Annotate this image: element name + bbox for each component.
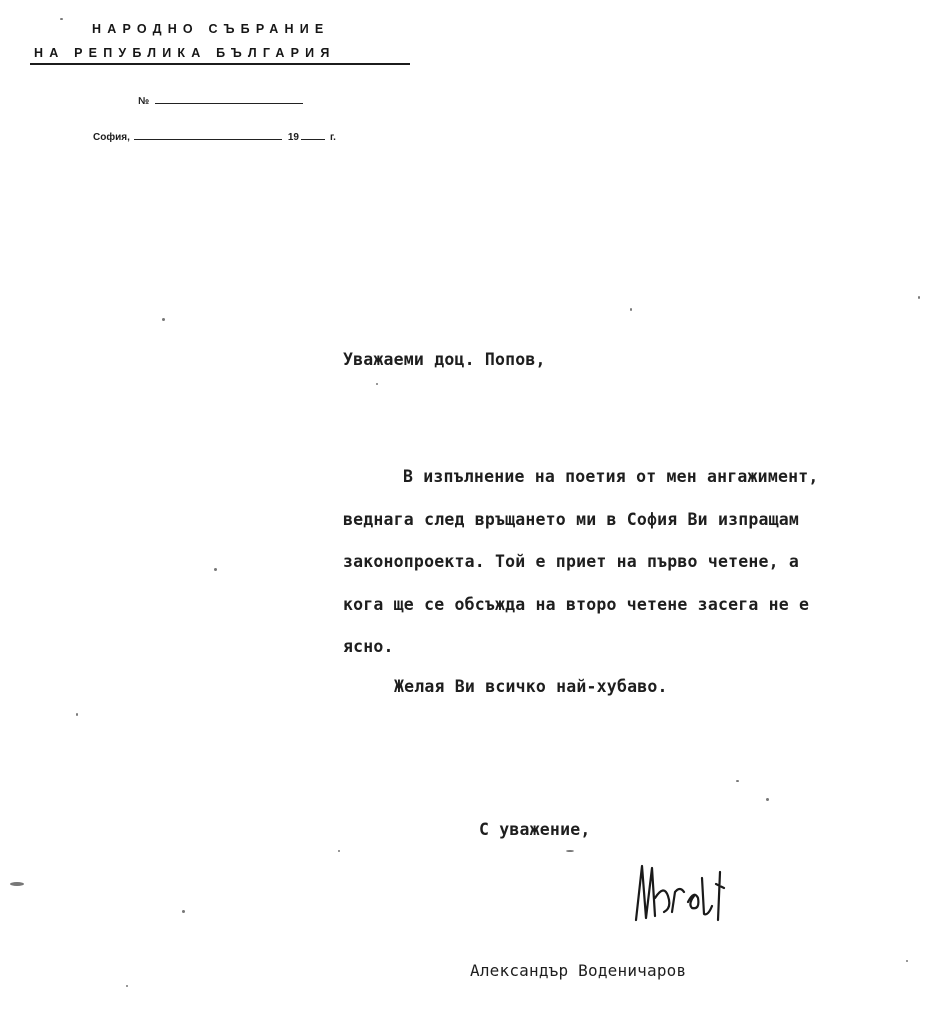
letterhead-country: НА РЕПУБЛИКА БЪЛГАРИЯ bbox=[34, 46, 336, 60]
year-suffix: г. bbox=[329, 132, 336, 143]
scan-speck bbox=[182, 910, 185, 913]
paragraph-1-line: законопроекта. Той е приет на първо четене, а bbox=[343, 552, 800, 571]
signer-name: Александър Воденичаров bbox=[470, 961, 687, 980]
number-blank bbox=[155, 103, 303, 104]
scan-speck bbox=[918, 296, 920, 299]
letterhead-date-field bbox=[93, 132, 336, 143]
closing: С уважение, bbox=[479, 820, 591, 839]
letterhead bbox=[30, 22, 420, 65]
date-blank bbox=[134, 139, 282, 140]
salutation: Уважаеми доц. Попов, bbox=[343, 350, 546, 369]
handwritten-signature bbox=[628, 858, 748, 928]
letterhead-rule bbox=[30, 63, 410, 65]
paragraph-2: Желая Ви всичко най-хубаво. bbox=[394, 677, 668, 696]
letterhead-institution: НАРОДНО СЪБРАНИЕ bbox=[92, 22, 330, 36]
place-label: София, bbox=[93, 132, 130, 143]
paragraph-1-line: ясно. bbox=[343, 637, 394, 656]
scan-speck bbox=[162, 318, 165, 321]
scan-speck bbox=[736, 780, 739, 782]
scan-speck bbox=[630, 308, 632, 311]
scan-speck bbox=[76, 713, 78, 716]
number-label: № bbox=[138, 96, 150, 107]
paragraph-1-line: В изпълнение на поетия от мен ангажимент, bbox=[403, 467, 819, 486]
scan-speck bbox=[376, 383, 378, 385]
paragraph-1-line: веднага след връщането ми в София Ви изпращам bbox=[343, 509, 800, 529]
scan-speck bbox=[906, 960, 908, 962]
paragraph-1 bbox=[343, 456, 819, 669]
scan-speck bbox=[126, 985, 128, 987]
year-prefix: 19 bbox=[287, 132, 299, 143]
scan-speck bbox=[766, 798, 769, 801]
letterhead-number-field bbox=[138, 96, 303, 107]
scan-speck bbox=[338, 850, 340, 852]
scan-speck bbox=[214, 568, 217, 571]
year-blank bbox=[301, 139, 325, 140]
scan-speck bbox=[566, 850, 574, 852]
scan-speck bbox=[60, 18, 63, 20]
paragraph-1-line: кога ще се обсъжда на второ четене засега не е bbox=[343, 594, 810, 614]
scan-speck bbox=[10, 882, 24, 886]
